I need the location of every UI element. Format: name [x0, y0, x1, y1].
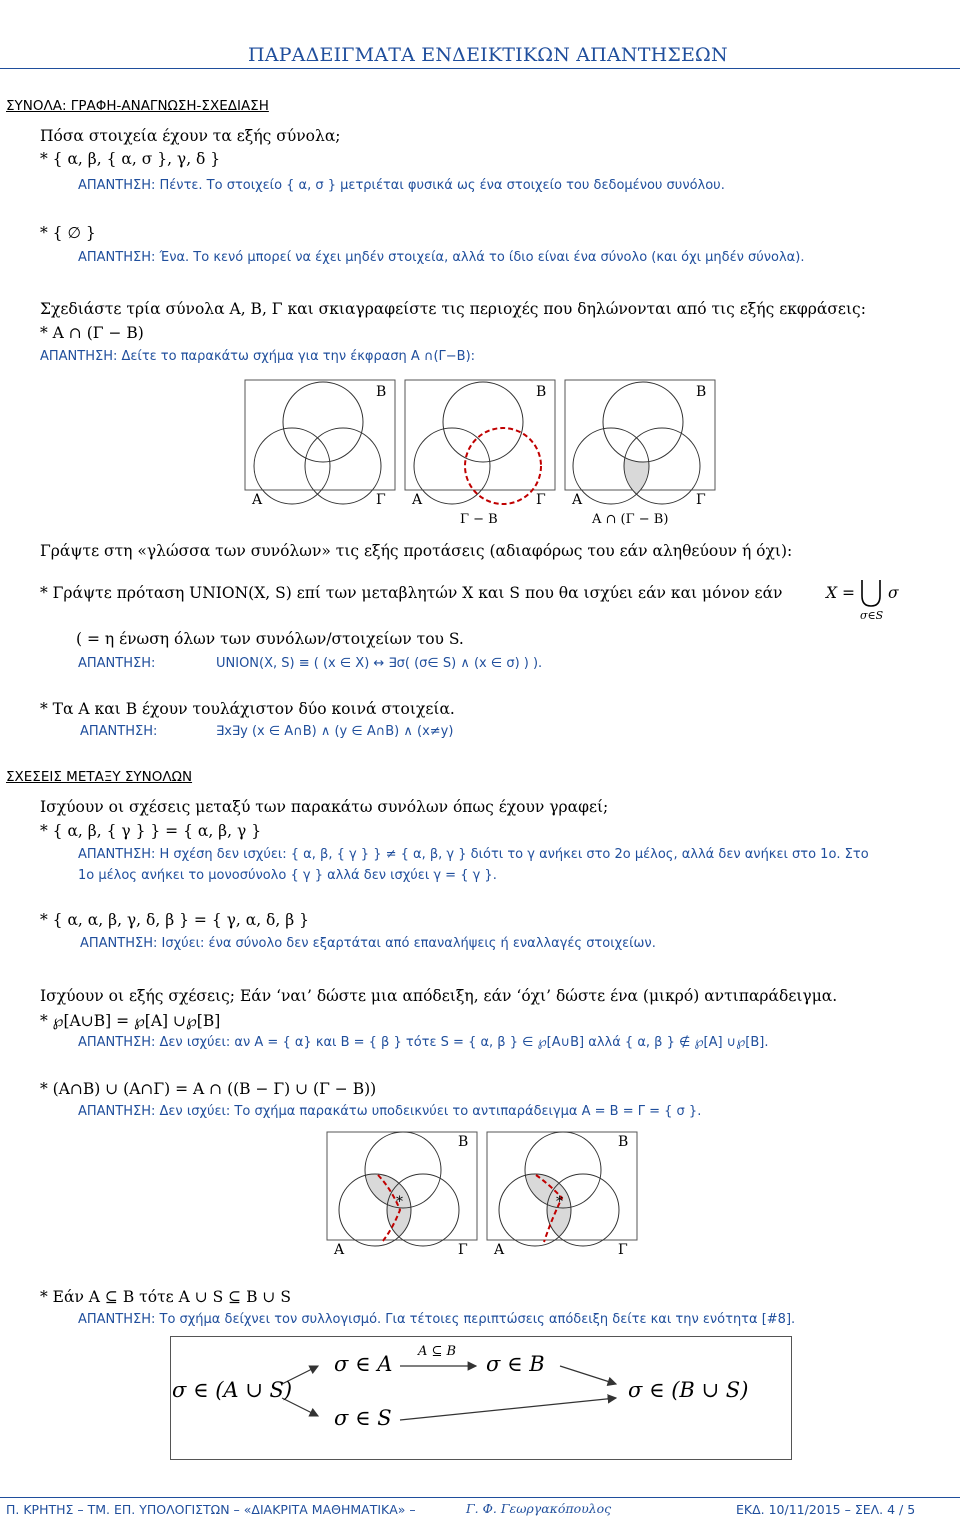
venn2-label-b: Β [536, 384, 547, 400]
venn5-label-b: Β [618, 1134, 629, 1150]
venn5-label-g: Γ [618, 1242, 628, 1258]
venn1-frame [245, 380, 395, 490]
venn2-circle-g-highlight [465, 428, 541, 504]
venn3-label-b: Β [696, 384, 707, 400]
q2-prompt: Σχεδιάστε τρία σύνολα Α, Β, Γ και σκιαγραφείστε τις περιοχές που δηλώνονται από τις εξής εκφράσεις: [40, 300, 866, 318]
q4-answer1-line1: ΑΠΑΝΤΗΣΗ: Η σχέση δεν ισχύει: { α, β, { γ } } ≠ { α, β, γ } διότι το γ ανήκει στο 2ο μέλος, αλλά δεν ανήκει στο 1ο. Στο [78, 847, 869, 862]
venn1-circle-b [283, 382, 363, 462]
q3-item1: * Γράψτε πρόταση UNION(X, S) επί των μεταβλητών X και S που θα ισχύει εάν και μόνον εάν [40, 584, 783, 602]
arrow-s-to-union [400, 1398, 616, 1420]
venn3-label-g: Γ [696, 492, 706, 508]
q2-answer: ΑΠΑΝΤΗΣΗ: Δείτε το παρακάτω σχήμα για την έκφραση Α ∩(Γ−Β): [40, 349, 476, 364]
venn3-caption: Α ∩ (Γ − Β) [592, 512, 669, 527]
q4-answer2: ΑΠΑΝΤΗΣΗ: Ισχύει: ένα σύνολο δεν εξαρτάται από επαναλήψεις ή εναλλαγές στοιχείων. [80, 936, 656, 951]
diagram-sigma-in-s: σ ∈ S [334, 1406, 392, 1430]
venn-diagrams-q5 [322, 1130, 652, 1260]
venn2-label-a: Α [412, 492, 423, 508]
q3-formula-lhs: X = [826, 584, 855, 602]
q5-item1: * ℘[Α∪Β] = ℘[Α] ∪℘[Β] [40, 1012, 221, 1030]
q4-prompt: Ισχύουν οι σχέσεις μεταξύ των παρακάτω συνόλων όπως έχουν γραφεί; [40, 798, 609, 816]
footer-rule [0, 1497, 960, 1498]
q2-item: * Α ∩ (Γ − Β) [40, 324, 144, 342]
q3-answer1: UNION(X, S) ≡ ( (x ∈ X) ↔ ∃σ( (σ∈ S) ∧ (x ∈ σ) ) ). [216, 656, 543, 671]
diagram-sigma-in-a: σ ∈ A [334, 1352, 393, 1376]
q1-prompt: Πόσα στοιχεία έχουν τα εξής σύνολα; [40, 127, 341, 145]
q3-answer2: ∃x∃y (x ∈ Α∩Β) ∧ (y ∈ Α∩Β) ∧ (x≠y) [216, 724, 454, 739]
q3-answer1-label: ΑΠΑΝΤΗΣΗ: [78, 656, 156, 671]
venn4-label-b: Β [458, 1134, 469, 1150]
venn1-label-a: Α [252, 492, 263, 508]
q5-prompt: Ισχύουν οι εξής σχέσεις; Εάν ‘ναι’ δώστε μια απόδειξη, εάν ‘όχι’ δώστε ένα (μικρό) αντιπαράδειγμα. [40, 987, 838, 1005]
q5-answer3: ΑΠΑΝΤΗΣΗ: Το σχήμα δείχνει τον συλλογισμό. Για τέτοιες περιπτώσεις απόδειξη δείτε και την ενότητα [#8]. [78, 1312, 796, 1327]
q1-item2: * { ∅ } [40, 224, 96, 242]
venn-diagrams-q2 [240, 378, 720, 528]
venn1-label-g: Γ [376, 492, 386, 508]
footer-left: Π. ΚΡΗΤΗΣ – ΤΜ. ΕΠ. ΥΠΟΛΟΓΙΣΤΩΝ – «ΔΙΑΚΡΙΤΑ ΜΑΘΗΜΑΤΙΚΑ» – [6, 1502, 416, 1517]
venn4-label-a: Α [334, 1242, 345, 1258]
q4-item1: * { α, β, { γ } } = { α, β, γ } [40, 822, 262, 840]
venn1-label-b: Β [376, 384, 387, 400]
q5-item2: * (Α∩Β) ∪ (Α∩Γ) = Α ∩ ((Β − Γ) ∪ (Γ − Β)) [40, 1080, 377, 1098]
venn4-star: * [396, 1194, 403, 1210]
diagram-sigma-in-b-union-s: σ ∈ (B ∪ S) [628, 1378, 749, 1402]
arrow-b-to-union [560, 1366, 616, 1384]
venn5-star: * [556, 1194, 563, 1210]
q3-prompt: Γράψτε στη «γλώσσα των συνόλων» τις εξής προτάσεις (αδιαφόρως του εάν αληθεύουν ή όχι): [40, 542, 793, 560]
section-title-relations: ΣΧΕΣΕΙΣ ΜΕΤΑΞΥ ΣΥΝΟΛΩΝ [6, 769, 193, 785]
q3-formula-sigma: σ [888, 584, 899, 602]
venn5-label-a: Α [494, 1242, 505, 1258]
q3-note: ( = η ένωση όλων των συνόλων/στοιχείων του S. [76, 630, 464, 648]
q1-item1: * { α, β, { α, σ }, γ, δ } [40, 150, 221, 168]
q5-answer2: ΑΠΑΝΤΗΣΗ: Δεν ισχύει: Το σχήμα παρακάτω υποδεικνύει το αντιπαράδειγμα Α = Β = Γ = { σ }. [78, 1104, 702, 1119]
q3-answer2-label: ΑΠΑΝΤΗΣΗ: [80, 724, 158, 739]
header-rule [0, 68, 960, 69]
venn2-label-g: Γ [536, 492, 546, 508]
q5-answer1: ΑΠΑΝΤΗΣΗ: Δεν ισχύει: αν Α = { α} και Β = { β } τότε S = { α, β } ∈ ℘[Α∪Β] αλλά { α, β } ∉ ℘[Α] ∪℘[Β]. [78, 1035, 769, 1050]
diagram-sigma-in-b: σ ∈ B [486, 1352, 545, 1376]
page-header-title: ΠΑΡΑΔΕΙΓΜΑΤΑ ΕΝΔΕΙΚΤΙΚΩΝ ΑΠΑΝΤΗΣΕΩΝ [248, 44, 728, 66]
venn2-circle-b [443, 382, 523, 462]
q3-formula-sub: σ∈S [860, 609, 884, 622]
q4-answer1-line2: 1ο μέλος ανήκει το μονοσύνολο { γ } αλλά δεν ισχύει γ = { γ }. [78, 868, 497, 883]
venn1-circle-a [254, 428, 330, 504]
q1-answer2: ΑΠΑΝΤΗΣΗ: Ένα. Το κενό μπορεί να έχει μηδέν στοιχεία, αλλά το ίδιο είναι ένα σύνολο (και όχι μηδέν σύνολα). [78, 250, 805, 265]
venn2-circle-a [414, 428, 490, 504]
q4-item2: * { α, α, β, γ, δ, β } = { γ, α, δ, β } [40, 911, 309, 929]
diagram-a-subset-b: A ⊆ B [418, 1344, 457, 1359]
venn2-caption: Γ − Β [460, 512, 498, 527]
q1-answer1: ΑΠΑΝΤΗΣΗ: Πέντε. Το στοιχείο { α, σ } μετριέται φυσικά ως ένα στοιχείο του δεδομένου συνόλου. [78, 178, 725, 193]
venn4-label-g: Γ [458, 1242, 468, 1258]
q3-item2: * Τα Α και Β έχουν τουλάχιστον δύο κοινά στοιχεία. [40, 700, 455, 718]
footer-author: Γ. Φ. Γεωργακόπουλος [466, 1501, 612, 1516]
venn1-circle-g [305, 428, 381, 504]
diagram-sigma-in-a-union-s: σ ∈ (A ∪ S) [172, 1378, 293, 1402]
section-title-sets: ΣΥΝΟΛΑ: ΓΡΑΦΗ-ΑΝΑΓΝΩΣΗ-ΣΧΕΔΙΑΣΗ [6, 98, 269, 114]
q5-item3: * Εάν Α ⊆ Β τότε Α ∪ S ⊆ Β ∪ S [40, 1288, 291, 1306]
venn3-label-a: Α [572, 492, 583, 508]
big-union-icon [858, 578, 884, 608]
footer-right: ΕΚΔ. 10/11/2015 – ΣΕΛ. 4 / 5 [736, 1502, 916, 1517]
